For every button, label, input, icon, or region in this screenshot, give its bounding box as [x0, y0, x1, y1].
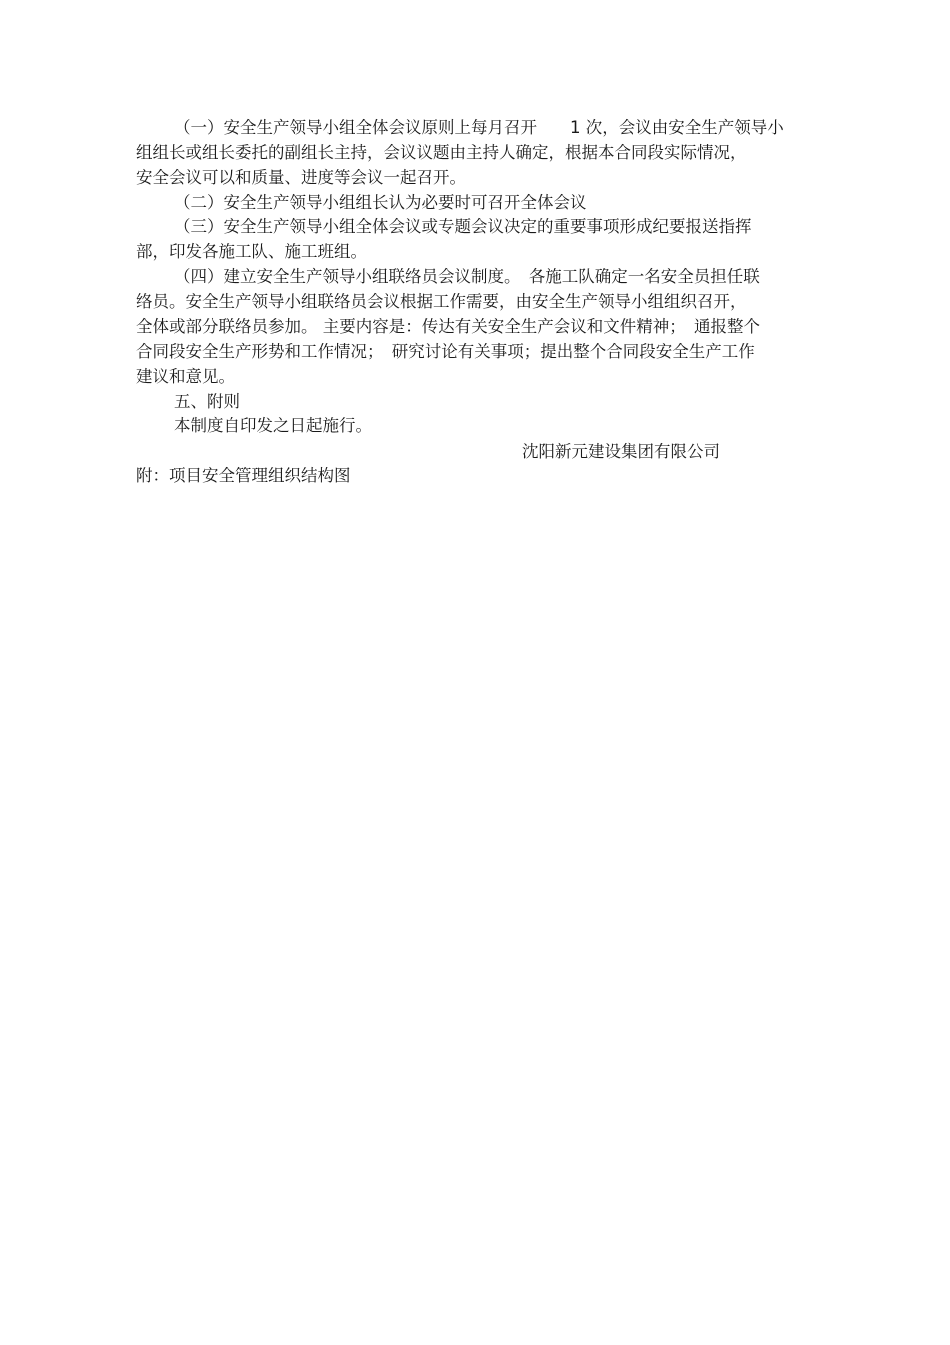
- paragraph-4-line-5: 建议和意见。: [136, 367, 235, 386]
- paragraph-1-line-1: （一）安全生产领导小组全体会议原则上每月召开 1 次，会议由安全生产领导小: [174, 118, 784, 137]
- paragraph-2: （二）安全生产领导小组组长认为必要时可召开全体会议: [174, 193, 587, 212]
- paragraph-4-line-4: 合同段安全生产形势和工作情况； 研究讨论有关事项；提出整个合同段安全生产工作: [136, 342, 755, 361]
- paragraph-3-line-2: 部，印发各施工队、施工班组。: [136, 242, 367, 261]
- paragraph-3-line-1: （三）安全生产领导小组全体会议或专题会议决定的重要事项形成纪要报送指挥: [174, 217, 752, 236]
- paragraph-4-line-3: 全体或部分联络员参加。 主要内容是：传达有关安全生产会议和文件精神； 通报整个: [136, 317, 760, 336]
- paragraph-1-line-3: 安全会议可以和质量、进度等会议一起召开。: [136, 168, 466, 187]
- paragraph-4-line-1: （四）建立安全生产领导小组联络员会议制度。 各施工队确定一名安全员担任联: [174, 267, 760, 286]
- paragraph-4-line-2: 络员。安全生产领导小组联络员会议根据工作需要，由安全生产领导小组组织召开，: [136, 292, 747, 311]
- attachment-note: 附：项目安全管理组织结构图: [136, 466, 351, 485]
- section-heading-appendix: 五、附则: [174, 392, 240, 411]
- company-signature: 沈阳新元建设集团有限公司: [522, 442, 720, 461]
- paragraph-1-line-2: 组组长或组长委托的副组长主持，会议议题由主持人确定，根据本合同段实际情况，: [136, 143, 747, 162]
- effective-statement: 本制度自印发之日起施行。: [174, 416, 372, 435]
